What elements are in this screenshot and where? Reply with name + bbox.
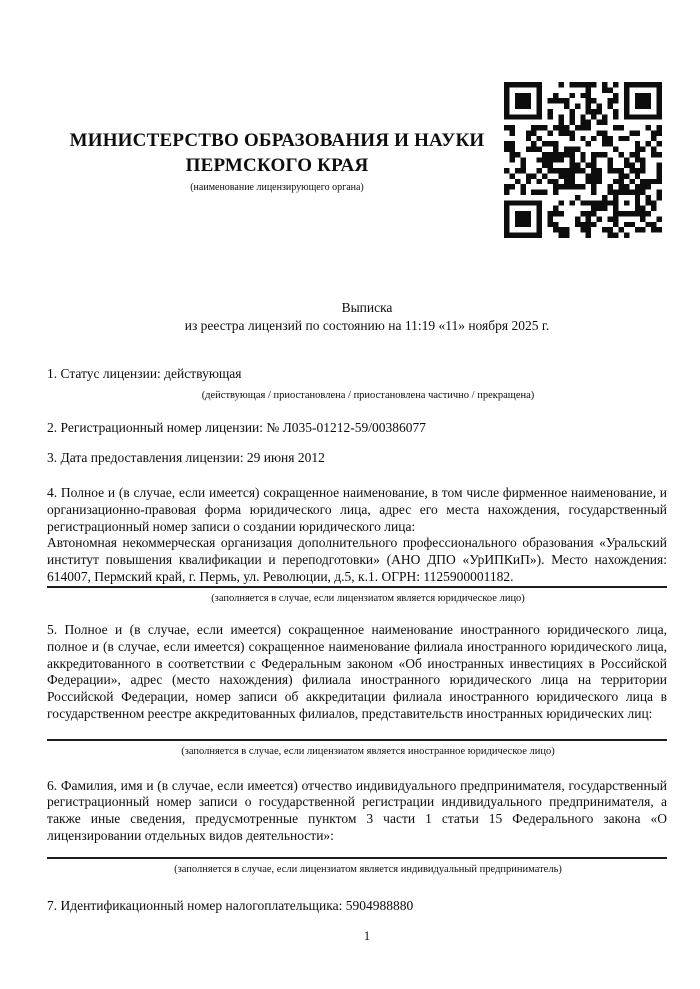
item-7-taxpayer-number: 7. Идентификационный номер налогоплательщика: 5904988880 [47,898,414,914]
item-5-caption: (заполняется в случае, если лицензиатом является иностранное юридическое лицо) [181,745,555,757]
item-6-entrepreneur-label: 6. Фамилия, имя и (в случае, если имеется) отчество индивидуального предпринимателя, государственный регистрационный номер записи о государственной регистрации индивидуального предпринимателя, а также иные сведения, предусмотренные пунктом 3 части 1 статьи 15 Федерального закона «О лицензировании отдельных видов деятельности»: [47,777,667,843]
item-6-underline [47,857,667,859]
item-5-underline [47,739,667,741]
item-4-legal-entity-label: 4. Полное и (в случае, если имеется) сокращенное наименование, в том числе фирменное наименование, и организационно-правовая форма юридического лица, адрес его места нахождения, государственный регистрационный номер записи о создании юридического лица: [47,485,667,534]
item-1-license-status: 1. Статус лицензии: действующая [47,366,242,381]
qr-code-icon [504,82,662,238]
licensing-authority-caption: (наименование лицензирующего органа) [190,182,364,193]
licensing-authority-header [47,129,507,194]
ministry-name-line1: МИНИСТЕРСТВО ОБРАЗОВАНИЯ И НАУКИ [69,130,485,151]
item-4-legal-entity-value: Автономная некоммерческая организация дополнительного профессионального образования «Уральский институт повышения квалификации и переподготовки» (АНО ДПО «УрИПКиП»). Место нахождения: 614007, Пермский край, г. Пермь, ул. Революции, д.5, к.1. ОГРН: 1125900001182. [47,535,667,584]
item-1-caption: (действующая / приостановлена / приостановлена частично / прекращена) [201,389,535,401]
item-6-caption: (заполняется в случае, если лицензиатом является индивидуальный предприниматель) [174,864,562,876]
document-title: Выписка [341,300,393,315]
item-4-underline [47,586,667,588]
document-body [47,366,667,915]
document-title-block [47,299,667,334]
item-3-license-date: 3. Дата предоставления лицензии: 29 июня 2012 [47,450,325,466]
ministry-name-line2: ПЕРМСКОГО КРАЯ [185,154,369,176]
item-4-caption: (заполняется в случае, если лицензиатом является юридическое лицо) [211,593,525,605]
item-2-registration-number: 2. Регистрационный номер лицензии: № Л035-01212-59/00386077 [47,419,427,435]
item-5-foreign-entity-label: 5. Полное и (в случае, если имеется) сокращенное наименование иностранного юридического лица, полное и (в случае, если имеется) сокращенное наименование филиала иностранного юридического лица, аккредитованного в соответствии с Федеральным законом «Об иностранных инвестициях в Российской Федерации», адрес (место нахождения) филиала иностранного юридического лица на территории Российской Федерации, номер записи об аккредитации филиала иностранного юридического лица в государственном реестре аккредитованных филиалов, представительств иностранных юридических лиц: [47,622,667,721]
page-number: 1 [363,929,371,943]
document-subtitle: из реестра лицензий по состоянию на 11:19 «11» ноября 2025 г. [184,317,550,333]
